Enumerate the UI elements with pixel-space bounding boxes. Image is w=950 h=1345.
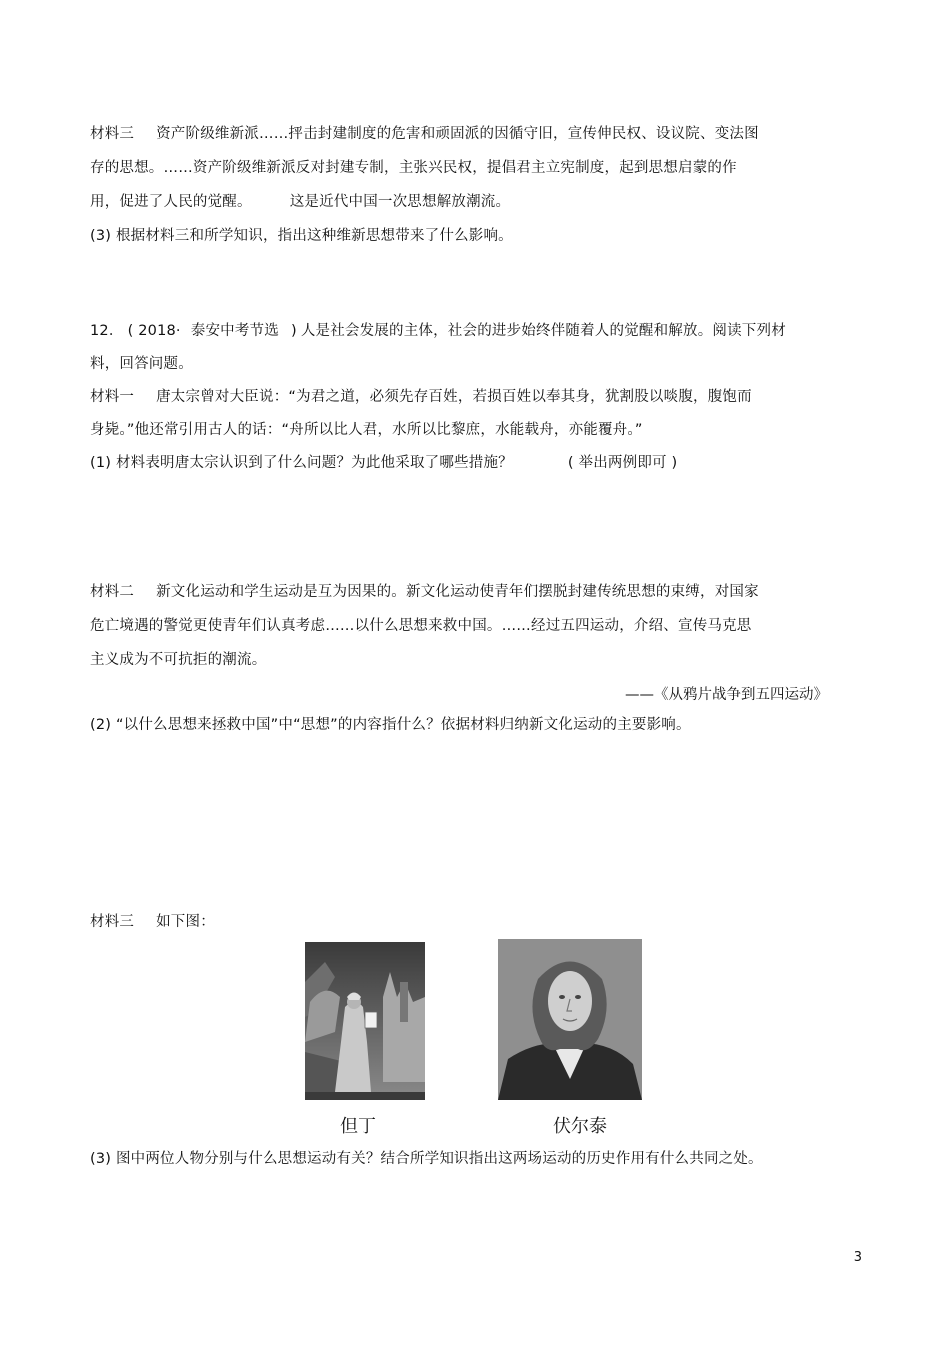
q12-material2-line1: 材料二 新文化运动和学生运动是互为因果的。新文化运动使青年们摆脱封建传统思想的束缚，对国家 bbox=[90, 584, 759, 600]
dante-painting-icon bbox=[305, 942, 425, 1100]
material-label: 材料一 bbox=[90, 389, 135, 405]
q12-heading-line2: 料，回答问题。 bbox=[90, 356, 193, 372]
caption-voltaire: 伏尔泰 bbox=[553, 1116, 607, 1137]
q12-material2-line3: 主义成为不可抗拒的潮流。 bbox=[90, 652, 267, 668]
q12-material1-line2: 身毙。”他还常引用古人的话：“舟所以比人君，水所以比黎庶，水能载舟，亦能覆舟。” bbox=[90, 422, 643, 438]
question-number: 12． bbox=[90, 323, 124, 339]
q12-heading: 12． ( 2018· 泰安中考节选 ) 人是社会发展的主体，社会的进步始终伴随着人的觉醒和解放。阅读下列材 bbox=[90, 323, 786, 339]
q12-material3: 材料三 如下图： bbox=[90, 914, 215, 930]
q11-question3: (3) 根据材料三和所学知识，指出这种维新思想带来了什么影响。 bbox=[90, 228, 513, 244]
q11-material3-line2: 存的思想。……资产阶级维新派反对封建专制，主张兴民权，提倡君主立宪制度，起到思想启蒙的作 bbox=[90, 160, 737, 176]
q12-question1: (1) 材料表明唐太宗认识到了什么问题？为此他采取了哪些措施？ ( 举出两例即可 ) bbox=[90, 455, 678, 471]
dante-portrait-image bbox=[305, 942, 425, 1100]
voltaire-portrait-image bbox=[498, 939, 642, 1100]
q11-material3-line1: 材料三 资产阶级维新派……抨击封建制度的危害和顽固派的因循守旧，宣传伸民权、设议院、变法图 bbox=[90, 126, 759, 142]
material-label: 材料三 bbox=[90, 914, 135, 930]
q12-question3: (3) 图中两位人物分别与什么思想运动有关？结合所学知识指出这两场运动的历史作用有什么共同之处。 bbox=[90, 1151, 763, 1167]
q12-question2: (2) “以什么思想来拯救中国”中“思想”的内容指什么？依据材料归纳新文化运动的主要影响。 bbox=[90, 717, 691, 733]
material-label: 材料三 bbox=[90, 126, 135, 142]
q12-material1-line1: 材料一 唐太宗曾对大臣说：“为君之道，必须先存百姓，若损百姓以奉其身，犹割股以啖腹，腹饱而 bbox=[90, 389, 752, 405]
material-label: 材料二 bbox=[90, 584, 135, 600]
q12-material2-source: ——《从鸦片战争到五四运动》 bbox=[625, 687, 828, 703]
page-number: 3 bbox=[853, 1250, 862, 1265]
caption-dante: 但丁 bbox=[340, 1116, 376, 1137]
voltaire-painting-icon bbox=[498, 939, 642, 1100]
q12-material2-line2: 危亡境遇的警觉更使青年们认真考虑……以什么思想来救中国。……经过五四运动，介绍、宣传马克思 bbox=[90, 618, 752, 634]
q11-material3-line3: 用，促进了人民的觉醒。 这是近代中国一次思想解放潮流。 bbox=[90, 194, 511, 210]
